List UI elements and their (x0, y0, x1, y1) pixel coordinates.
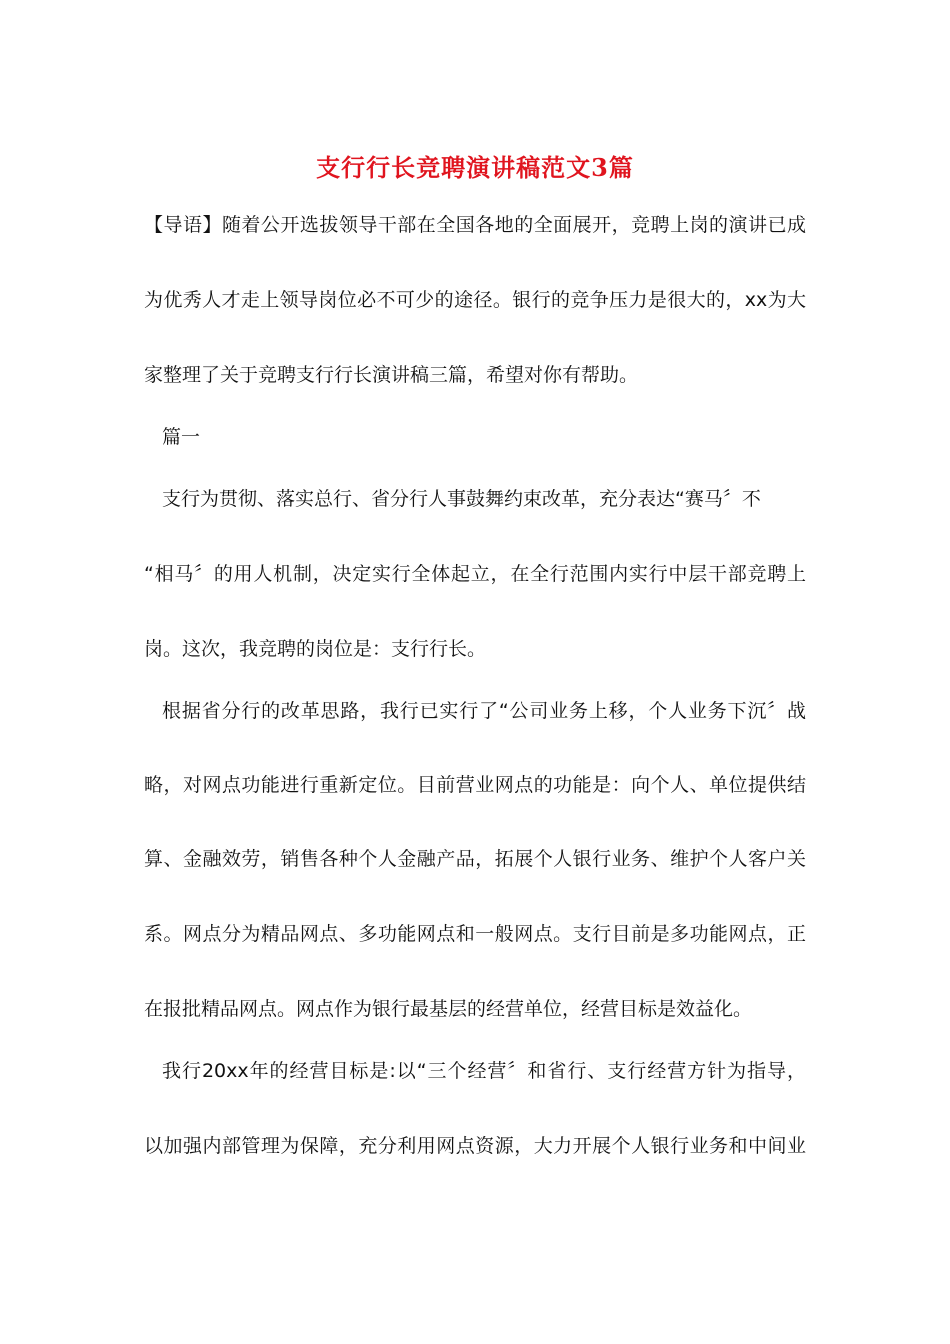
paragraph-line: 算、金融效劳，销售各种个人金融产品，拓展个人银行业务、维护个人客户关 (144, 848, 806, 870)
document-title: 支行行长竞聘演讲稿范文3篇 (316, 153, 634, 182)
paragraph-line: 在报批精品网点。网点作为银行最基层的经营单位，经营目标是效益化。 (144, 998, 753, 1020)
paragraph-line: 为优秀人才走上领导岗位必不可少的途径。银行的竞争压力是很大的，xx为大 (144, 289, 806, 311)
paragraph-line: 以加强内部管理为保障，充分利用网点资源，大力开展个人银行业务和中间业 (144, 1135, 806, 1157)
paragraph-line: 我行20xx年的经营目标是:以“三个经营〞和省行、支行经营方针为指导， (162, 1060, 806, 1082)
paragraph-line: 岗。这次，我竞聘的岗位是：支行行长。 (144, 638, 487, 660)
paragraph-line: 支行为贯彻、落实总行、省分行人事鼓舞约束改革，充分表达“赛马〞不 (162, 488, 761, 510)
paragraph-line: 根据省分行的改革思路，我行已实行了“公司业务上移，个人业务下沉〞战 (162, 700, 806, 722)
paragraph-line: “相马〞的用人机制，决定实行全体起立，在全行范围内实行中层干部竞聘上 (144, 563, 806, 585)
paragraph-line: 略，对网点功能进行重新定位。目前营业网点的功能是：向个人、单位提供结 (144, 774, 806, 796)
paragraph-line: 家整理了关于竞聘支行行长演讲稿三篇，希望对你有帮助。 (144, 364, 639, 386)
section-heading: 篇一 (162, 426, 201, 448)
paragraph-line: 系。网点分为精品网点、多功能网点和一般网点。支行目前是多功能网点，正 (144, 923, 806, 945)
paragraph-line: 【导语】随着公开选拔领导干部在全国各地的全面展开，竞聘上岗的演讲已成 (144, 214, 806, 236)
